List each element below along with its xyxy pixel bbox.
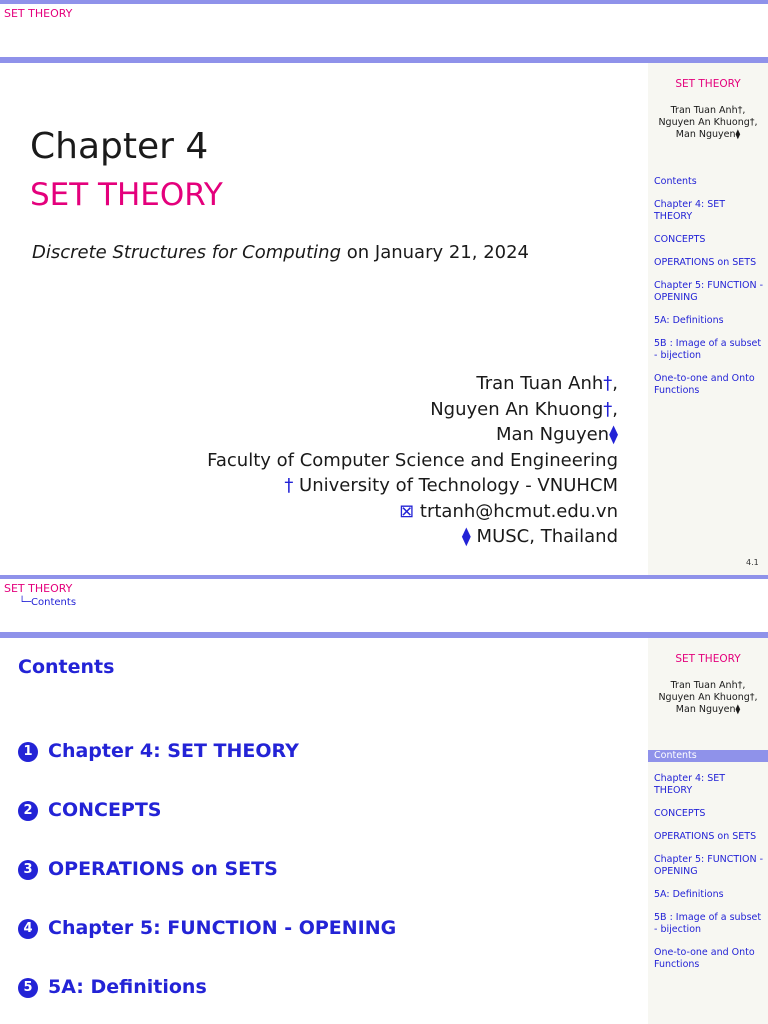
number-badge-icon: 4: [18, 919, 38, 939]
sidebar-author: Nguyen An Khuong†,: [658, 692, 758, 703]
sidebar-item-chapter5[interactable]: Chapter 5: FUNCTION - OPENING: [654, 280, 764, 303]
sidebar-item-one-to-one[interactable]: One-to-one and Onto Functions: [654, 373, 755, 396]
sidebar-item-contents[interactable]: Contents: [648, 750, 768, 762]
course-name: Discrete Structures for Computing: [32, 242, 342, 263]
number-badge-icon: 2: [18, 801, 38, 821]
dagger-mark: †: [603, 373, 613, 394]
contents-heading: Contents: [18, 656, 115, 678]
toc-item[interactable]: [18, 858, 278, 880]
toc-item[interactable]: [18, 799, 162, 821]
toc-item[interactable]: [18, 976, 207, 998]
toc-label: OPERATIONS on SETS: [48, 858, 278, 880]
sidebar-item-one-to-one[interactable]: One-to-one and Onto Functions: [654, 947, 755, 970]
sidebar-authors: [648, 680, 768, 716]
sidebar-item-operations[interactable]: OPERATIONS on SETS: [654, 257, 757, 268]
subtitle-date: on January 21, 2024: [341, 242, 529, 263]
sidebar: [648, 63, 768, 575]
sidebar-author: Tran Tuan Anh†,: [670, 105, 746, 116]
sidebar-item-chapter4[interactable]: Chapter 4: SET THEORY: [654, 199, 726, 222]
page-number: 4.1: [746, 558, 759, 567]
slide-title: SET THEORY: [30, 177, 223, 213]
sidebar-item-operations[interactable]: OPERATIONS on SETS: [654, 831, 757, 842]
sidebar-item-chapter4[interactable]: Chapter 4: SET THEORY: [654, 773, 726, 796]
chapter-heading: Chapter 4: [30, 126, 209, 167]
author-name: Tran Tuan Anh: [476, 373, 604, 394]
sidebar-author: Tran Tuan Anh†,: [670, 680, 746, 691]
dagger-mark: †: [603, 398, 613, 420]
toc-label: CONCEPTS: [48, 799, 162, 821]
sidebar-item-concepts[interactable]: CONCEPTS: [654, 234, 706, 245]
sidebar-title[interactable]: SET THEORY: [675, 78, 741, 90]
diamond-icon: ⧫: [461, 526, 471, 547]
affiliation: MUSC, Thailand: [470, 526, 618, 547]
diamond-icon: ⧫: [609, 424, 618, 445]
sidebar-item-contents[interactable]: Contents: [654, 176, 697, 187]
sidebar-item-5a[interactable]: 5A: Definitions: [654, 889, 724, 900]
toc-item[interactable]: [18, 917, 396, 939]
top-bar: [0, 0, 768, 4]
sidebar: [648, 638, 768, 1024]
sidebar-item-chapter5[interactable]: Chapter 5: FUNCTION - OPENING: [654, 854, 764, 877]
comma: ,: [612, 398, 618, 420]
sidebar-title[interactable]: SET THEORY: [675, 653, 741, 665]
top-bar: [0, 575, 768, 579]
comma: ,: [612, 373, 618, 394]
university: University of Technology - VNUHCM: [293, 475, 618, 496]
author-name: Man Nguyen: [495, 424, 610, 445]
sidebar-item-5b[interactable]: 5B : Image of a subset - bijection: [654, 338, 762, 361]
breadcrumb: [19, 597, 76, 608]
subtitle: [32, 242, 529, 263]
number-badge-icon: 5: [18, 978, 38, 998]
sidebar-item-5a[interactable]: 5A: Definitions: [654, 315, 724, 326]
toc-label: Chapter 5: FUNCTION - OPENING: [48, 917, 397, 939]
header-title: SET THEORY: [4, 7, 73, 20]
sidebar-author: Man Nguyen⧫: [675, 704, 741, 715]
dagger-mark: †: [284, 475, 294, 496]
email-icon: ⊠: [399, 500, 415, 522]
sidebar-author: Man Nguyen⧫: [675, 129, 741, 140]
number-badge-icon: 1: [18, 742, 38, 762]
sidebar-item-5b[interactable]: 5B : Image of a subset - bijection: [654, 912, 762, 935]
author-name: Nguyen An Khuong: [430, 398, 604, 420]
faculty: Faculty of Computer Science and Engineering: [207, 449, 618, 471]
toc-label: Chapter 4: SET THEORY: [48, 740, 299, 762]
sidebar-nav: [654, 750, 766, 982]
sidebar-author: Nguyen An Khuong†,: [658, 117, 758, 128]
breadcrumb-section[interactable]: Contents: [31, 597, 77, 608]
toc-label: 5A: Definitions: [48, 976, 207, 998]
breadcrumb-corner-icon: └─: [19, 597, 32, 608]
email[interactable]: trtanh@hcmut.edu.vn: [414, 500, 618, 522]
sidebar-authors: [648, 105, 768, 141]
author-block: [207, 371, 618, 550]
sidebar-item-concepts[interactable]: CONCEPTS: [654, 808, 706, 819]
toc-item[interactable]: [18, 740, 299, 762]
header-title: SET THEORY: [4, 582, 73, 595]
number-badge-icon: 3: [18, 860, 38, 880]
sidebar-nav: [654, 176, 766, 408]
